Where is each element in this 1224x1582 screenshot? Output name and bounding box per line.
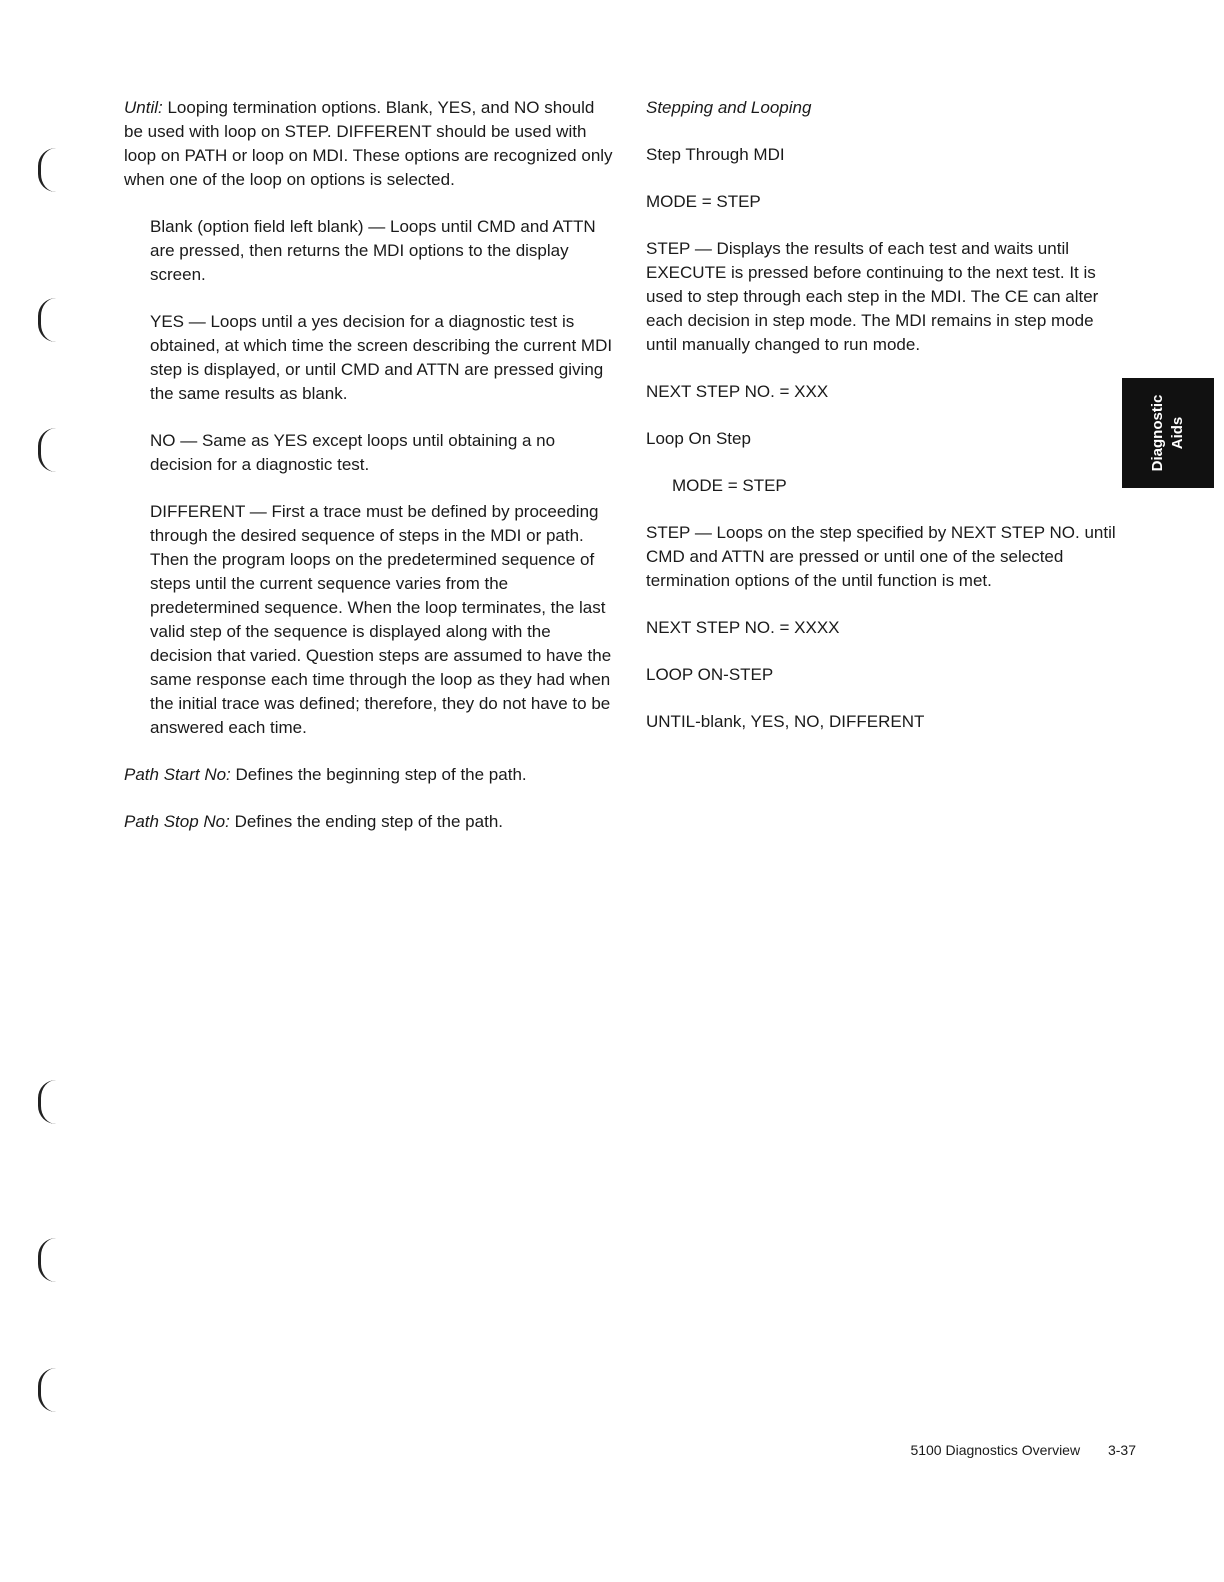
different-option: DIFFERENT — First a trace must be defined by proceeding through the desired sequence of steps in the MDI or path. Then the program loops on the predetermined sequence of steps until the current sequence varies from the predetermined sequence. When the loop terminates, the last valid step of the sequence is displayed along with the decision that varied. Question steps are assumed to have the same response each time through the loop as they had when the initial trace was defined; therefore, they do not have to be answered each time. [150, 502, 612, 737]
page-footer [886, 1442, 1136, 1458]
path-stop-lead: Path Stop No: [124, 812, 230, 831]
loop-on-step-title: Loop On Step [646, 429, 751, 448]
section-tab [1122, 378, 1214, 488]
page-number: 3-37 [1107, 1442, 1136, 1458]
until-text: Looping termination options. Blank, YES, and NO should be used with loop on STEP. DIFFERENT should be used with loop on PATH or loop on MDI. These options are recognized only when one of the loop on options is selected. [124, 98, 613, 189]
binding-hole-mark [38, 148, 65, 192]
section-tab-line: Diagnostic [1149, 394, 1166, 472]
step-through-title: Step Through MDI [646, 145, 785, 164]
path-stop-paragraph [124, 810, 614, 834]
next-step-line: NEXT STEP NO. = XXX [646, 382, 829, 401]
right-column [646, 96, 1126, 757]
section-tab-line: Aids [1169, 416, 1186, 450]
until-line: UNTIL-blank, YES, NO, DIFFERENT [646, 712, 925, 731]
next-step-line: NEXT STEP NO. = XXXX [646, 618, 840, 637]
yes-option: YES — Loops until a yes decision for a diagnostic test is obtained, at which time the screen describing the current MDI step is displayed, or until CMD and ATTN are pressed giving the same results as blank. [150, 312, 613, 403]
section-tab-label [1148, 395, 1188, 472]
path-stop-text: Defines the ending step of the path. [234, 812, 503, 831]
footer-title: 5100 Diagnostics Overview [910, 1442, 1081, 1458]
section-heading: Stepping and Looping [646, 98, 812, 117]
mode-step-line: MODE = STEP [672, 476, 787, 495]
path-start-text: Defines the beginning step of the path. [235, 765, 527, 784]
binding-hole-mark [38, 1368, 65, 1412]
step-loop-description: STEP — Loops on the step specified by NEXT STEP NO. until CMD and ATTN are pressed or until one of the selected termination options of the until function is met. [646, 523, 1116, 590]
loop-on-line: LOOP ON-STEP [646, 665, 774, 684]
until-paragraph [124, 96, 614, 192]
left-column [124, 96, 614, 857]
binding-hole-mark [38, 1080, 65, 1124]
mode-step-line: MODE = STEP [646, 192, 761, 211]
until-lead: Until: [124, 98, 163, 117]
no-option: NO — Same as YES except loops until obtaining a no decision for a diagnostic test. [150, 431, 556, 474]
binding-hole-mark [38, 1238, 65, 1282]
blank-option: Blank (option field left blank) — Loops until CMD and ATTN are pressed, then returns the MDI options to the display screen. [150, 217, 596, 284]
step-description: STEP — Displays the results of each test and waits until EXECUTE is pressed before continuing to the next test. It is used to step through each step in the MDI. The CE can alter each decision in step mode. The MDI remains in step mode until manually changed to run mode. [646, 239, 1099, 354]
path-start-paragraph [124, 763, 614, 787]
binding-hole-mark [38, 298, 65, 342]
binding-hole-mark [38, 428, 65, 472]
path-start-lead: Path Start No: [124, 765, 231, 784]
